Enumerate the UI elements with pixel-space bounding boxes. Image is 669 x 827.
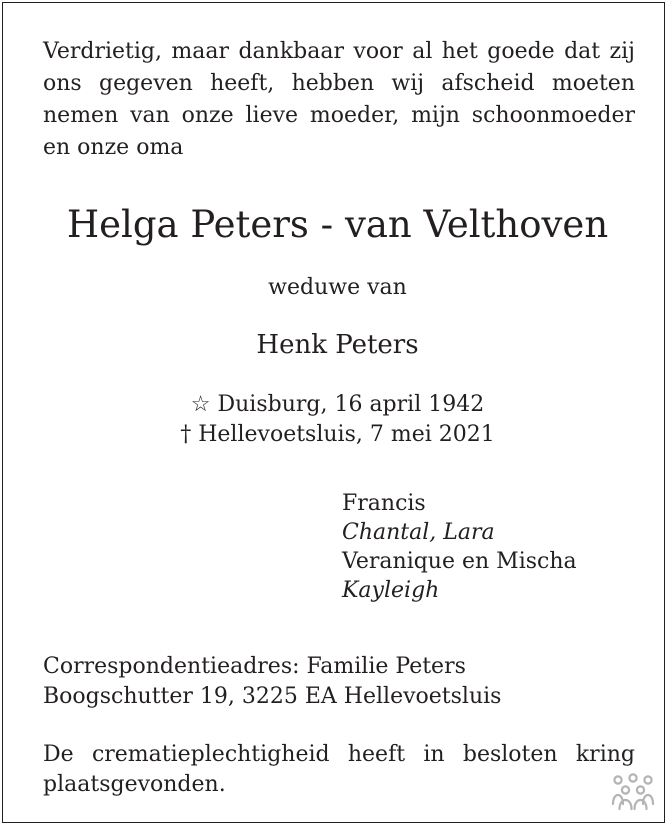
family-member: Chantal, Lara (342, 520, 495, 545)
family-member: Francis (342, 491, 426, 516)
death-line: † Hellevoetsluis, 7 mei 2021 (180, 422, 495, 447)
notice-frame (2, 2, 665, 823)
birth-line: ☆ Duisburg, 16 april 1942 (190, 392, 485, 417)
address-line: Correspondentieadres: Familie Peters (43, 654, 466, 679)
address-line: Boogschutter 19, 3225 EA Hellevoetsluis (43, 684, 502, 709)
family-member: Veranique en Mischa (342, 549, 577, 574)
family-list (342, 489, 577, 605)
correspondence-address (43, 652, 501, 712)
closing-text: De crematieplechtigheid heeft in besloten kring plaatsgevonden. (43, 742, 635, 797)
spouse-name: Henk Peters (256, 330, 419, 360)
intro-text: Verdrietig, maar dankbaar voor al het goede dat zij ons gegeven heeft, hebben wij afscheid moeten nemen van onze lieve moeder, mijn schoonmoeder en onze oma (43, 39, 635, 160)
life-dates (3, 390, 669, 450)
family-member: Kayleigh (342, 578, 440, 603)
widow-of-label: weduwe van (268, 275, 407, 300)
deceased-name: Helga Peters - van Velthoven (66, 203, 609, 246)
people-group-icon (610, 770, 656, 812)
